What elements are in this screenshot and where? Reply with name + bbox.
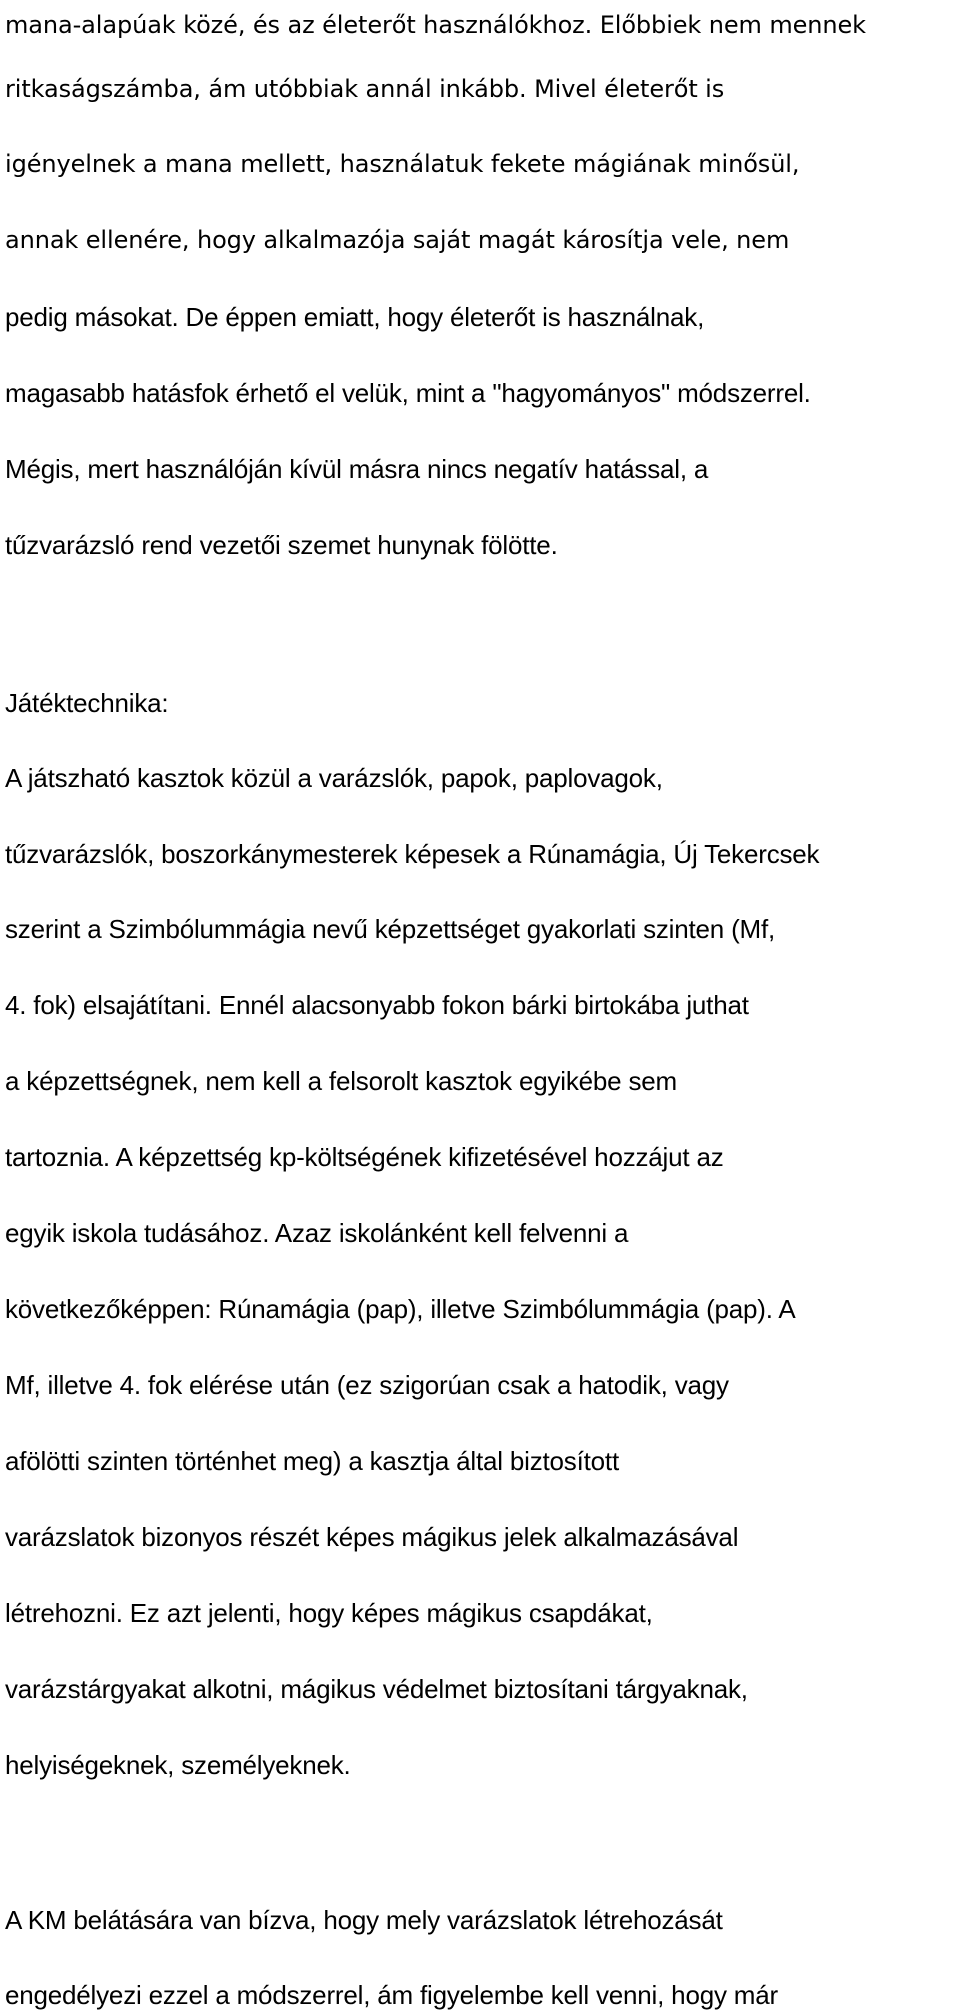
text-line: ritkaságszámba, ám utóbbiak annál inkább. Mivel életerőt is [5,75,725,103]
text-line: Mf, illetve 4. fok elérése után (ez szigorúan csak a hatodik, vagy [5,1370,729,1400]
text-line: A KM belátására van bízva, hogy mely varázslatok létrehozását [5,1905,723,1935]
text-line: afölötti szinten történhet meg) a kasztja által biztosított [5,1446,619,1476]
text-line: helyiségeknek, személyeknek. [5,1750,351,1780]
text-line: tűzvarázslók, boszorkánymesterek képesek a Rúnamágia, Új Tekercsek [5,839,820,869]
text-line: engedélyezi ezzel a módszerrel, ám figyelembe kell venni, hogy már [5,1980,778,2010]
text-line: igényelnek a mana mellett, használatuk fekete mágiának minősül, [5,150,800,178]
text-line: egyik iskola tudásához. Azaz iskolánként kell felvenni a [5,1218,629,1248]
section-heading: Játéktechnika: [5,688,169,718]
text-line: tartoznia. A képzettség kp-költségének kifizetésével hozzájut az [5,1142,724,1172]
text-line: varázstárgyakat alkotni, mágikus védelmet biztosítani tárgyaknak, [5,1674,748,1704]
text-line: varázslatok bizonyos részét képes mágikus jelek alkalmazásával [5,1522,739,1552]
text-line: annak ellenére, hogy alkalmazója saját magát károsítja vele, nem [5,226,790,254]
text-line: mana-alapúak közé, és az életerőt használókhoz. Előbbiek nem mennek [5,11,866,39]
text-line: következőképpen: Rúnamágia (pap), illetve Szimbólummágia (pap). A [5,1294,796,1324]
text-line: Mégis, mert használóján kívül másra nincs negatív hatással, a [5,454,709,484]
text-line: A játszható kasztok közül a varázslók, papok, paplovagok, [5,763,663,793]
text-line: magasabb hatásfok érhető el velük, mint a "hagyományos" módszerrel. [5,378,811,408]
text-line: szerint a Szimbólummágia nevű képzettséget gyakorlati szinten (Mf, [5,914,776,944]
text-line: létrehozni. Ez azt jelenti, hogy képes mágikus csapdákat, [5,1598,653,1628]
text-line: pedig másokat. De éppen emiatt, hogy életerőt is használnak, [5,302,705,332]
text-line: a képzettségnek, nem kell a felsorolt kasztok egyikébe sem [5,1066,677,1096]
text-line: tűzvarázsló rend vezetői szemet hunynak fölötte. [5,530,558,560]
text-line: 4. fok) elsajátítani. Ennél alacsonyabb fokon bárki birtokába juthat [5,990,749,1020]
